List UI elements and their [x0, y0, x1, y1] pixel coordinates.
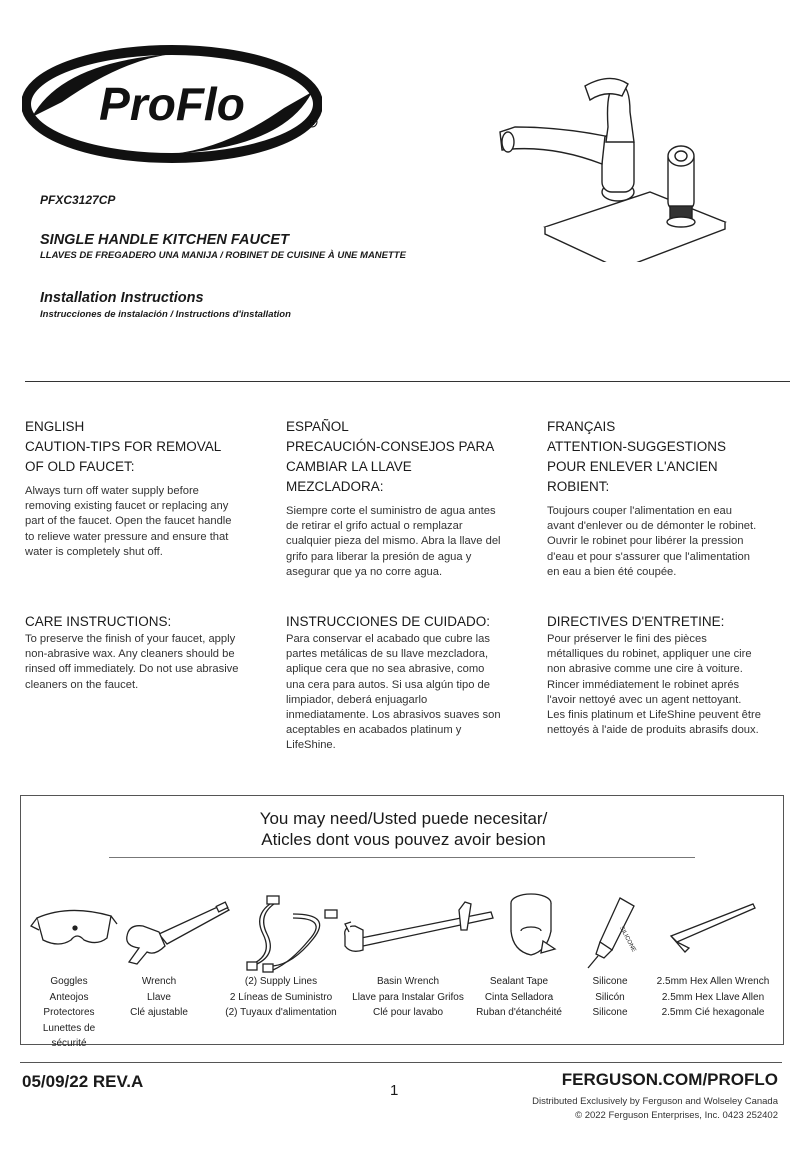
caution-heading: CAUTION-TIPS FOR REMOVAL OF OLD FAUCET: — [25, 439, 221, 474]
page-number: 1 — [390, 1082, 399, 1099]
tool-label-fr: (2) Tuyaux d'alimentation — [225, 1007, 337, 1019]
tool-label-en: Wrench — [141, 976, 177, 987]
tool-label-fr: Ruban d'étanchéité — [476, 1007, 562, 1019]
care-body: To preserve the finish of your faucet, apply non-abrasive wax. Any cleaners should be rinsed off immediately. Do not use abrasive cleaners on the faucet. — [25, 633, 239, 691]
english-care — [25, 612, 240, 693]
caution-body: Always turn off water supply before removing existing faucet or replacing any part of the faucet. Open the faucet handle to relieve water pressure and ensure that water is completely shut off. — [25, 485, 232, 558]
tool-label-en: 2.5mm Hex Allen Wrench — [656, 976, 770, 987]
basin-wrench-icon — [341, 896, 501, 966]
tool-sealant-tape — [473, 974, 565, 1021]
care-body: Para conservar el acabado que cubre las partes metálicas de su llave mezcladora, aplique cera que no sea abrasive, como una cera para autos. Si usa algún tipo de limpiador, deberá enjuagarlo inmediatamente. Los abrasivos suaves son aceptables en acabados platinum y LifeShine. — [286, 633, 501, 752]
language-label: ESPAÑOL — [286, 419, 349, 434]
tool-supply-lines — [217, 974, 345, 1021]
english-column — [25, 417, 240, 560]
tool-label-en: (2) Supply Lines — [244, 976, 318, 987]
header-divider — [25, 381, 790, 382]
tools-divider — [109, 857, 695, 858]
french-column — [547, 417, 762, 580]
tool-label-es: Llave — [147, 991, 171, 1003]
tool-label-es: Cinta Selladora — [484, 991, 554, 1003]
footer-legal — [532, 1095, 778, 1123]
care-heading: CARE INSTRUCTIONS: — [25, 614, 172, 629]
tool-silicone — [577, 974, 643, 1021]
tool-hex-wrench — [647, 974, 779, 1021]
care-heading: DIRECTIVES D'ENTRETINE: — [547, 614, 725, 629]
spanish-column — [286, 417, 501, 580]
distribution-note: Distributed Exclusively by Ferguson and Wolseley Canada — [532, 1096, 778, 1107]
tool-label-fr: 2.5mm Cié hexagonale — [661, 1007, 765, 1019]
logo-wordmark: ProFlo — [99, 78, 245, 130]
product-title: SINGLE HANDLE KITCHEN FAUCET — [40, 232, 289, 248]
sealant-tape-icon — [499, 891, 564, 966]
svg-text:R: R — [309, 120, 315, 127]
tool-goggles — [29, 974, 109, 1052]
spanish-care — [286, 612, 501, 754]
tool-label-fr: Clé pour lavabo — [372, 1007, 444, 1019]
tool-label-en: Goggles — [50, 976, 88, 987]
caution-body: Toujours couper l'alimentation en eau avant d'enlever ou de démonter le robinet. Ouvrir le robinet pour libérer la pression d'eau et pour s'assurer que l'alimentation en eau a bien été coupée. — [547, 505, 757, 578]
tool-label-en: Basin Wrench — [376, 976, 440, 987]
footer-divider — [20, 1062, 782, 1063]
supply-lines-icon — [233, 894, 348, 974]
silicone-icon — [586, 894, 646, 969]
language-label: FRANÇAIS — [547, 419, 616, 434]
tool-label-es: 2 Líneas de Suministro — [229, 991, 333, 1003]
website: FERGUSON.COM/PROFLO — [561, 1070, 778, 1089]
install-title-translations: Instrucciones de instalación / Instructions d'installation — [40, 309, 291, 320]
copyright: © 2022 Ferguson Enterprises, Inc. 0423 252402 — [575, 1110, 778, 1121]
tool-label-es: 2.5mm Hex Llave Allen — [661, 991, 765, 1003]
model-number: PFXC3127CP — [40, 193, 116, 207]
tool-label-fr: Clé ajustable — [130, 1007, 188, 1019]
tool-label-es: Llave para Instalar Grifos — [352, 991, 464, 1003]
caution-heading: PRECAUCIÓN-CONSEJOS PARA CAMBIAR LA LLAVE MEZCLADORA: — [286, 439, 494, 494]
hex-wrench-icon — [661, 898, 761, 958]
tool-wrench — [125, 974, 193, 1021]
revision-date: 05/09/22 REV.A — [22, 1072, 144, 1091]
product-title-translations: LLAVES DE FREGADERO UNA MANIJA / ROBINET DE CUISINE À UNE MANETTE — [40, 250, 406, 261]
tools-title-line2: Aticles dont vous pouvez avoir besion — [261, 830, 546, 849]
tools-needed-title — [21, 808, 786, 850]
care-heading: INSTRUCCIONES DE CUIDADO: — [286, 614, 491, 629]
language-label: ENGLISH — [25, 419, 85, 434]
tool-label-es: Anteojos Protectores — [43, 991, 95, 1019]
tool-label-fr: Silicone — [592, 1007, 628, 1019]
tool-label-en: Silicone — [592, 976, 628, 987]
tool-label-fr: Lunettes de sécurité — [42, 1022, 96, 1050]
install-title: Installation Instructions — [40, 290, 204, 306]
caution-body: Siempre corte el suministro de agua antes de retirar el grifo actual o remplazar cualquier pieza del mismo. Abra la llave del grifo para liberar la presión de agua y asegurar que ya no corre agua. — [286, 505, 501, 578]
goggles-icon — [29, 896, 119, 956]
silicone-tube-label: SILICONE — [618, 925, 637, 954]
proflo-logo — [22, 42, 322, 172]
tools-title-line1: You may need/Usted puede necesitar/ — [259, 809, 548, 828]
wrench-icon — [119, 896, 234, 971]
tools-needed-box — [20, 795, 784, 1050]
care-body: Pour préserver le fini des pièces métalliques du robinet, appliquer une cire non abrasive comme une cire à voiture. Rincer immédiatement le robinet aprés l'avoir nettoyé avec un agent nettoyant. Les finis platinum et LifeShine peuvent être nettoyés à l'aide de produits abrasifs doux. — [547, 633, 761, 737]
tool-label-en: Sealant Tape — [489, 976, 549, 987]
french-care — [547, 612, 762, 738]
caution-heading: ATTENTION-SUGGESTIONS POUR ENLEVER L'ANCIEN ROBIENT: — [547, 439, 727, 494]
faucet-illustration — [490, 72, 750, 262]
tool-label-es: Silicón — [595, 991, 625, 1003]
tool-basin-wrench — [347, 974, 469, 1021]
